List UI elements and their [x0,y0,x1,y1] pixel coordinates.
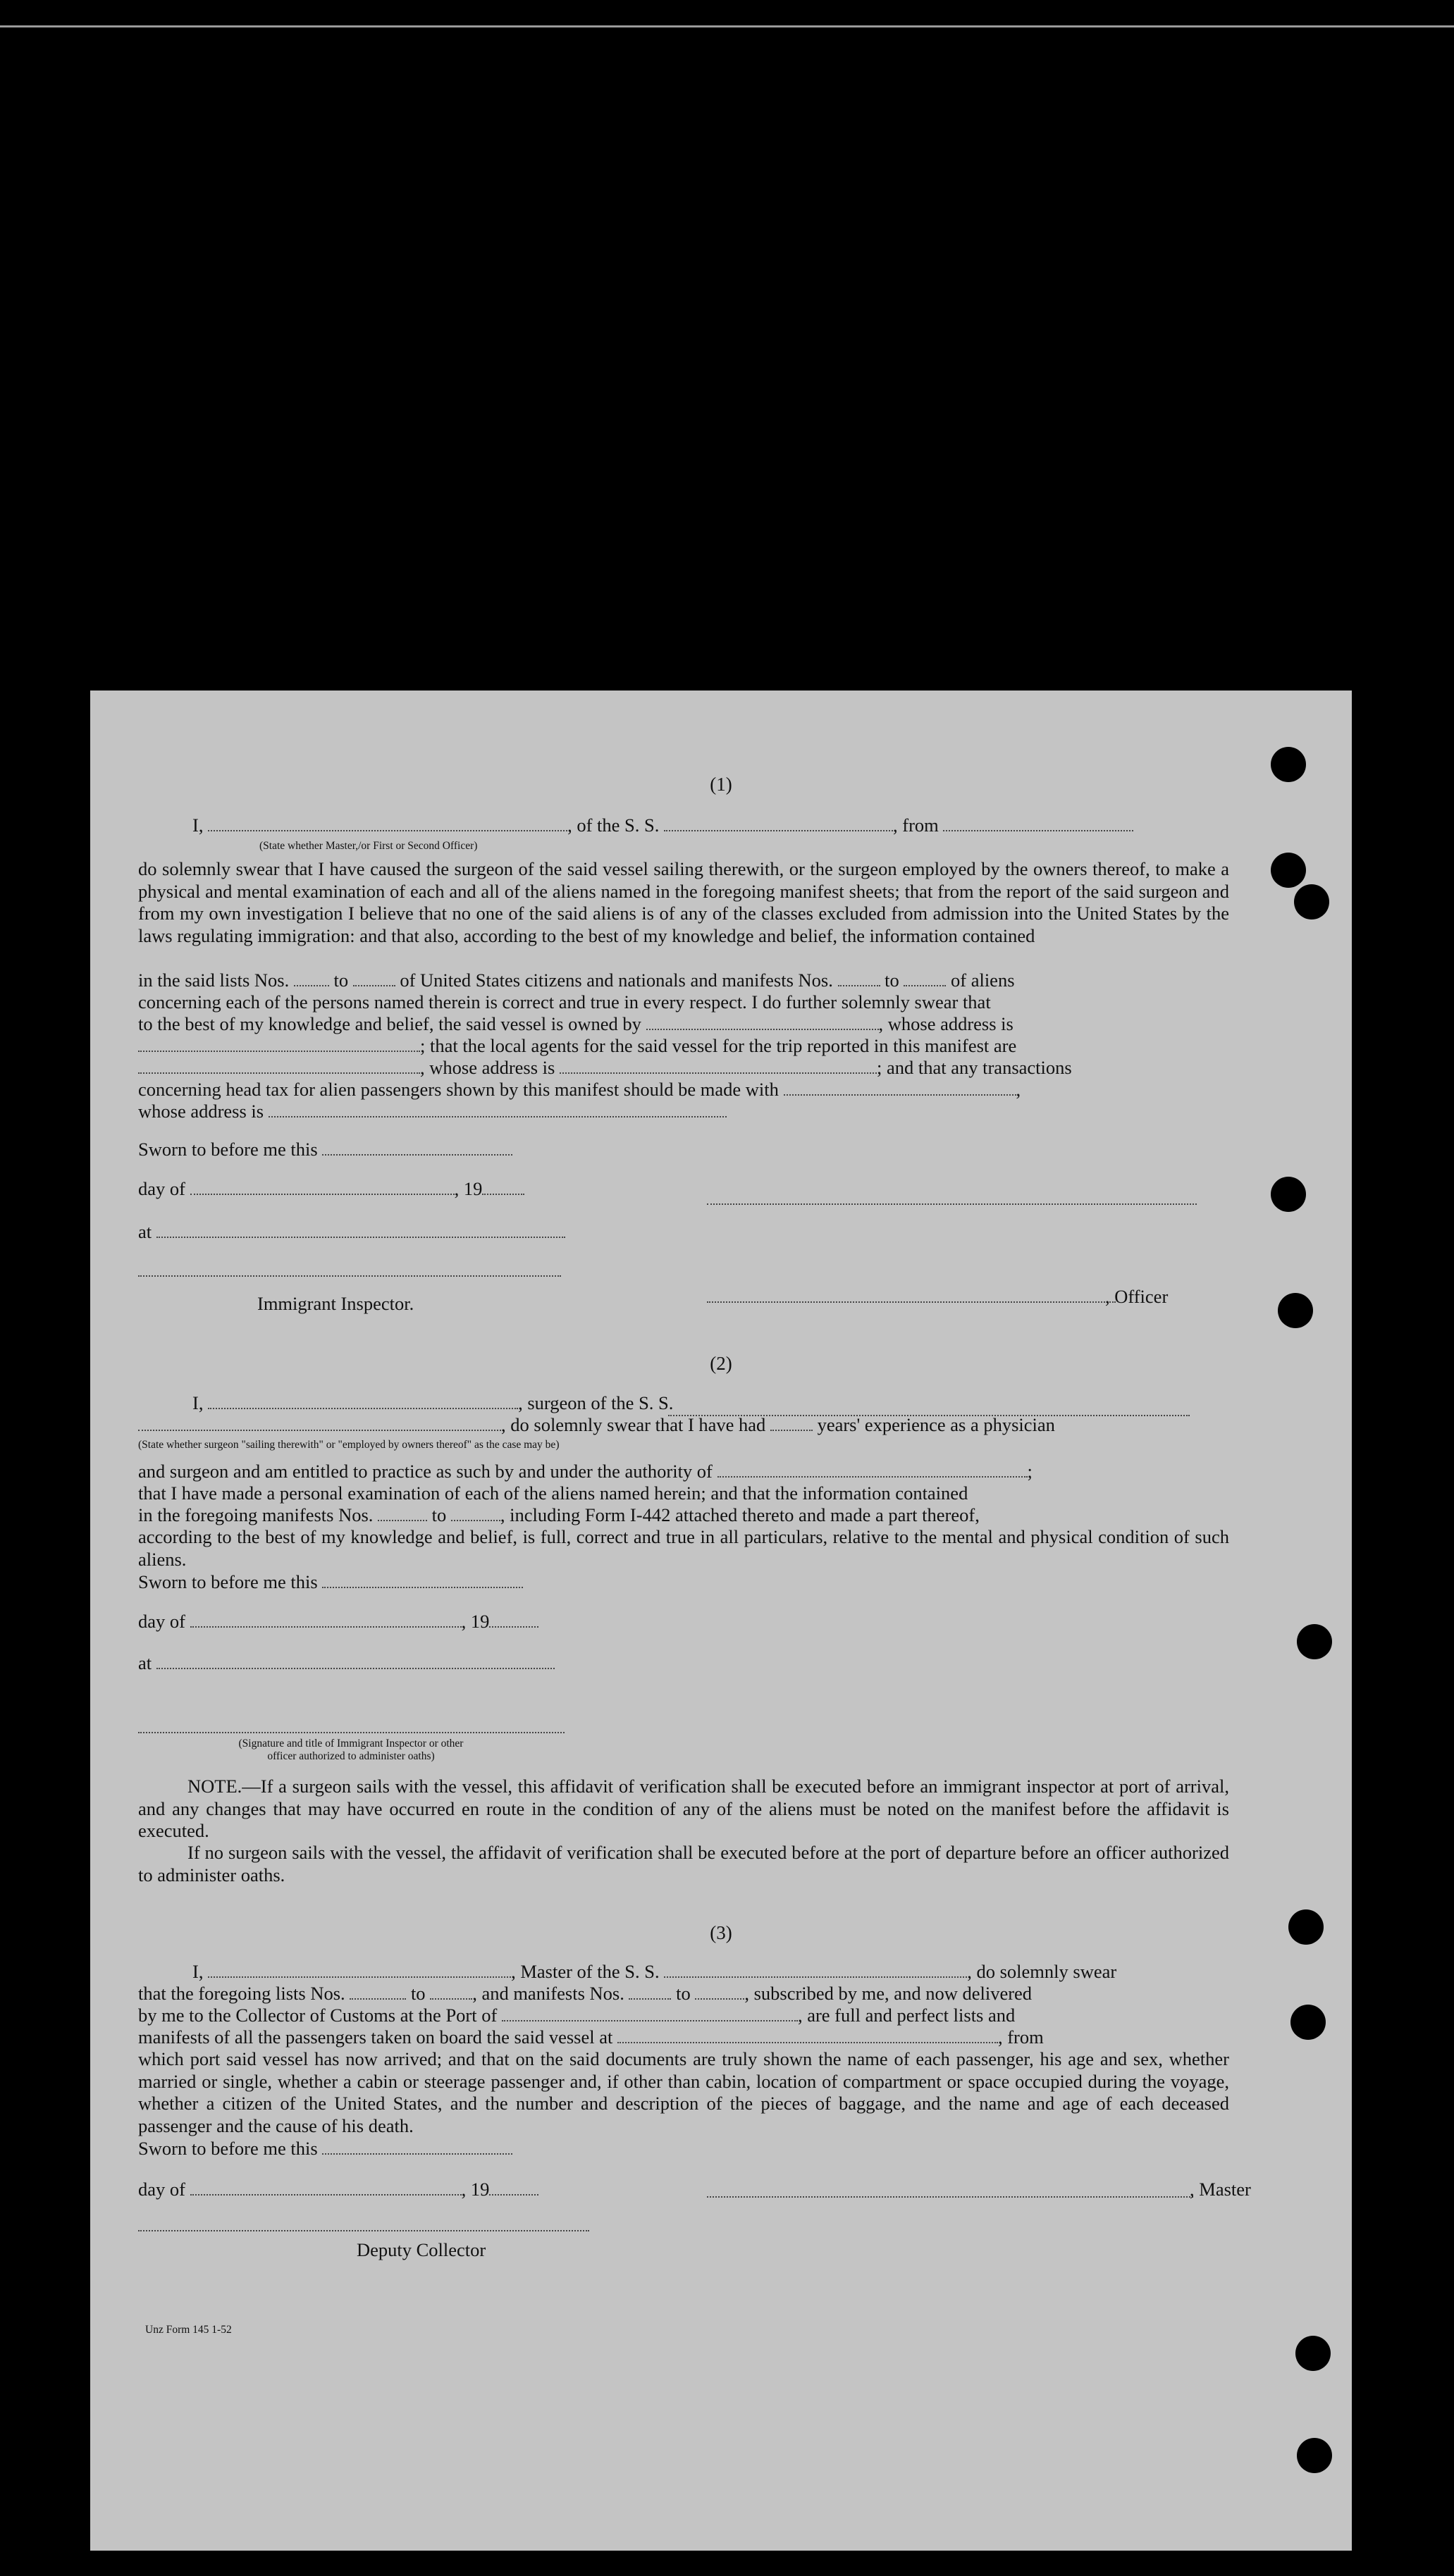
at-field-2[interactable] [156,1655,555,1669]
section-1-number: (1) [710,774,732,795]
section-3-number: (3) [710,1922,732,1943]
section-2-day-of: day of , 19 [138,1611,538,1633]
section-3-paragraph: which port said vessel has now arrived; and that on the said documents are truly shown the name of each passenger, his age and sex, whether married or single, whether a cabin or steerage passenger and, if other than cabin, location of compartment or space occupied during the voyage, whether a citizen of the United States, and the number and description of the pieces of baggage, and the name and age of each deceased passenger and the cause of his death. [138,2048,1229,2136]
signature-note-1: (Signature and title of Immigrant Inspector or other [238,1738,464,1750]
local-agents-field[interactable] [138,1060,420,1074]
officer-signature-line-a[interactable] [707,1203,1197,1205]
from-label: , from [893,815,939,836]
surgeon-note: (State whether surgeon "sailing therewith" or "employed by owners thereof" as the case may be) [138,1439,560,1451]
s3-lists-from-field[interactable] [350,1986,406,2000]
manifests-to-field[interactable] [904,972,946,986]
manifest-verification-form [90,691,1352,2551]
whose-address-line: whose address is [138,1101,727,1122]
head-tax-party-field[interactable] [784,1082,1016,1096]
section-1-line-1 [192,815,1133,836]
agents-line: ; that the local agents for the said vessel for the trip reported in this manifest are [138,1035,1016,1057]
section-2-sworn: Sworn to before me this [138,1571,523,1593]
deputy-signature-line[interactable] [138,2230,589,2231]
month-field-3[interactable] [190,2181,462,2196]
head-tax-line: concerning head tax for alien passengers shown by this manifest should be made with , [138,1079,1021,1100]
owner-address-field[interactable] [138,1038,420,1052]
sworn-day-field-1[interactable] [322,1141,512,1156]
punch-hole-3 [1294,884,1329,919]
sworn-day-field-3[interactable] [322,2141,512,2155]
section-2-paragraph-b: according to the best of my knowledge and belief, is full, correct and true in all particulars, relative to the mental and physical condition of such aliens. [138,1526,1229,1570]
month-field-1[interactable] [190,1181,455,1195]
manifests-line: in the foregoing manifests Nos. to , including Form I-442 attached thereto and made a part thereof, [138,1504,980,1525]
of-the-ss-label: , of the S. S. [567,815,660,836]
inspector-label: Immigrant Inspector. [257,1293,414,1314]
section-1-day-of: day of , 19 [138,1178,524,1200]
section-3-day-of: day of , 19 [138,2179,538,2200]
lists-line: in the said lists Nos. to of United States citizens and nationals and manifests Nos. to of aliens [138,970,1015,991]
master-signature-line[interactable] [707,2196,1193,2198]
at-field-1[interactable] [156,1224,565,1238]
master-name-field[interactable] [208,1964,511,1978]
years-experience-field[interactable] [770,1417,813,1431]
punch-hole-6 [1297,1624,1332,1659]
section-3-line-3: by me to the Collector of Customs at the Port of , are full and perfect lists and [138,2005,1016,2026]
surgeon-name-field[interactable] [208,1395,518,1409]
section-3-sworn: Sworn to before me this [138,2138,512,2160]
owned-line: to the best of my knowledge and belief, the said vessel is owned by , whose address is [138,1013,1014,1034]
deputy-collector-label: Deputy Collector [357,2239,486,2260]
boarding-port-field[interactable] [617,2029,998,2043]
manifests-from-field[interactable] [838,972,880,986]
vessel-name-field[interactable] [664,817,893,831]
punch-hole-8 [1290,2005,1326,2040]
section-2-line-2: , do solemnly swear that I have had years' experience as a physician [138,1414,1055,1436]
punch-hole-5 [1278,1293,1313,1328]
section-2-number: (2) [710,1353,732,1374]
port-field[interactable] [502,2007,798,2021]
section-3-line-4: manifests of all the passengers taken on board the said vessel at , from [138,2026,1044,2048]
form-number: Unz Form 145 1-52 [145,2324,232,2336]
note-2: If no surgeon sails with the vessel, the affidavit of verification shall be executed before at the port of departure before an officer authorized to administer oaths. [138,1842,1229,1885]
year-field-3[interactable] [489,2181,538,2196]
year-field-1[interactable] [482,1181,524,1195]
section-2-paragraph-a: that I have made a personal examination of each of the aliens named herein; and that the information contained [138,1482,968,1504]
punch-hole-9 [1295,2336,1331,2371]
section-1-at: at [138,1221,565,1243]
section-1-sworn: Sworn to before me this [138,1139,512,1160]
section-1-paragraph-a: do solemnly swear that I have caused the surgeon of the said vessel sailing therewith, or the surgeon employed by the owners thereof, to make a physical and mental examination of each and all of the aliens named in the foregoing manifest sheets; that from the report of the said surgeon and from my own investigation I believe that no one of the said aliens is of any of the classes excluded from admission into the United States by the laws regulating immigration: and that also, according to the best of my knowledge and belief, the information contained [138,858,1229,946]
s2-signature-line[interactable] [138,1732,565,1733]
s3-manifests-from-field[interactable] [629,1986,671,2000]
section-3-line-1: I, , Master of the S. S. , do solemnly swear [192,1961,1117,1982]
month-field-2[interactable] [190,1614,462,1628]
s2-manifests-to-field[interactable] [451,1507,500,1521]
s3-vessel-field[interactable] [664,1964,967,1978]
authority-line: and surgeon and am entitled to practice as such by and under the authority of ; [138,1461,1033,1482]
punch-hole-10 [1297,2438,1332,2473]
section-2-at: at [138,1652,555,1674]
inspector-signature-line[interactable] [138,1275,561,1277]
year-field-2[interactable] [489,1614,538,1628]
punch-hole-4 [1271,1177,1306,1212]
officer-label: , Officer [1105,1286,1169,1307]
note-1: NOTE.—If a surgeon sails with the vessel, this affidavit of verification shall be executed before an immigrant inspector at port of arrival, and any changes that may have occurred en route in the condition of any of the aliens must be noted on the manifest before the affidavit is executed. [138,1776,1229,1841]
officer-signature-line[interactable] [707,1301,1116,1303]
head-tax-address-field[interactable] [269,1103,727,1117]
owner-field[interactable] [646,1016,879,1030]
authority-field[interactable] [717,1463,1028,1478]
signature-note-2: officer authorized to administer oaths) [267,1750,435,1762]
s2-manifests-from-field[interactable] [378,1507,427,1521]
lists-from-field[interactable] [294,972,329,986]
from-port-field[interactable] [943,817,1133,831]
section-1-paragraph-b: concerning each of the persons named therein is correct and true in every respect. I do further solemnly swear that [138,991,991,1013]
agents-address-field[interactable] [560,1060,877,1074]
top-rule [0,25,1454,27]
agent-address-line: , whose address is ; and that any transactions [138,1057,1072,1079]
officer-note: (State whether Master,/or First or Second Officer) [259,840,478,852]
section-3-line-2: that the foregoing lists Nos. to , and manifests Nos. to , subscribed by me, and now delivered [138,1983,1033,2004]
i-label: I, [192,815,204,836]
lists-to-field[interactable] [353,972,395,986]
punch-hole-2 [1271,853,1306,888]
sworn-day-field-2[interactable] [322,1574,523,1588]
surgeon-status-field[interactable] [138,1417,501,1431]
officer-name-field[interactable] [208,817,567,831]
s3-manifests-to-field[interactable] [695,1986,744,2000]
s3-lists-to-field[interactable] [430,1986,472,2000]
master-label: , Master [1190,2179,1251,2200]
section-2-line-1: I, , surgeon of the S. S. [192,1392,674,1413]
